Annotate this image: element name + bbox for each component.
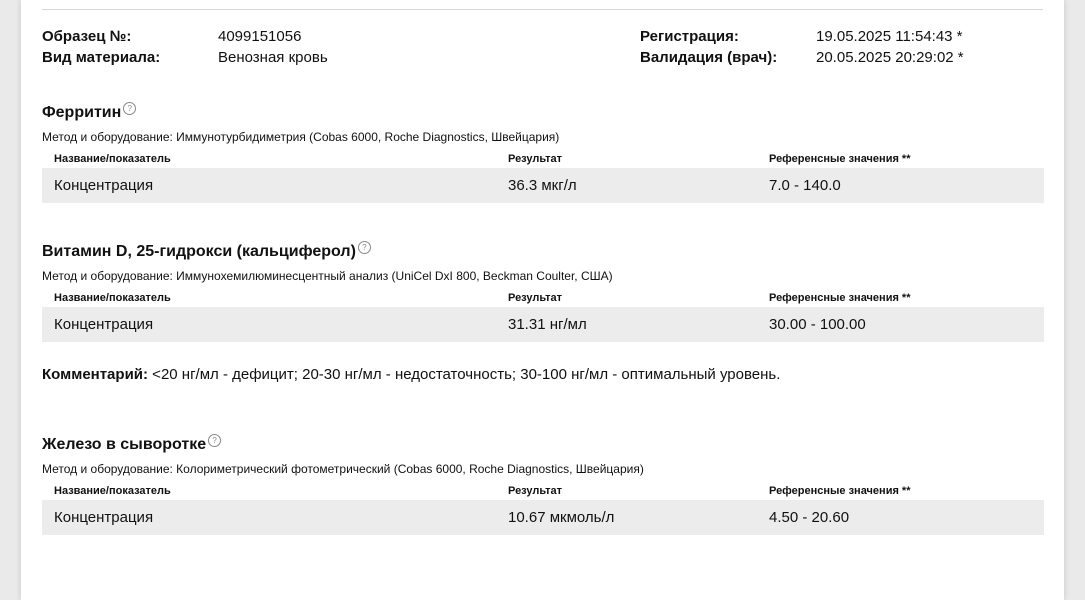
table-header — [42, 482, 1044, 500]
test-title — [42, 102, 1044, 124]
sample-number-label: Образец №: — [42, 28, 132, 45]
test-section-vitamin-d — [42, 241, 1044, 342]
column-result-header: Результат — [508, 292, 563, 304]
result-value: 10.67 мкмоль/л — [508, 509, 615, 526]
reference-range: 7.0 - 140.0 — [769, 177, 841, 194]
column-name-header: Название/показатель — [54, 485, 171, 497]
comment-label: Комментарий: — [42, 366, 149, 383]
column-reference-header: Референсные значения ** — [769, 485, 911, 497]
table-header — [42, 289, 1044, 307]
test-title-text: Ферритин — [42, 104, 122, 121]
column-name-header: Название/показатель — [54, 153, 171, 165]
reference-range: 30.00 - 100.00 — [769, 316, 866, 333]
registration-label: Регистрация: — [640, 28, 739, 45]
table-header — [42, 150, 1044, 168]
validation-label: Валидация (врач): — [640, 49, 778, 66]
result-value: 31.31 нг/мл — [508, 316, 587, 333]
test-title-text: Витамин D, 25-гидрокси (кальциферол) — [42, 243, 356, 260]
parameter-name: Концентрация — [54, 177, 154, 194]
validation-value: 20.05.2025 20:29:02 * — [816, 49, 964, 66]
column-name-header: Название/показатель — [54, 292, 171, 304]
table-row — [42, 307, 1044, 342]
top-divider — [42, 9, 1043, 10]
column-result-header: Результат — [508, 153, 563, 165]
table-row — [42, 168, 1044, 203]
material-value: Венозная кровь — [218, 49, 328, 66]
test-title-text: Железо в сыворотке — [42, 436, 207, 453]
info-icon[interactable]: ? — [123, 102, 136, 115]
column-reference-header: Референсные значения ** — [769, 292, 911, 304]
report-page — [21, 0, 1064, 600]
reference-range: 4.50 - 20.60 — [769, 509, 850, 526]
test-section-ferritin — [42, 102, 1044, 203]
sample-number-value: 4099151056 — [218, 28, 302, 45]
parameter-name: Концентрация — [54, 316, 154, 333]
info-icon[interactable]: ? — [208, 434, 221, 447]
test-section-iron — [42, 434, 1044, 535]
test-method: Метод и оборудование: Иммунотурбидиметрия (Cobas 6000, Roche Diagnostics, Швейцария) — [42, 130, 560, 144]
result-value: 36.3 мкг/л — [508, 177, 577, 194]
column-result-header: Результат — [508, 485, 563, 497]
test-method: Метод и оборудование: Колориметрический фотометрический (Cobas 6000, Roche Diagnostics, Швейцария) — [42, 462, 644, 476]
info-icon[interactable]: ? — [358, 241, 371, 254]
registration-value: 19.05.2025 11:54:43 * — [816, 28, 963, 45]
sample-info — [42, 26, 1042, 70]
test-title — [42, 434, 1044, 456]
test-title — [42, 241, 1044, 263]
material-label: Вид материала: — [42, 49, 161, 66]
test-method: Метод и оборудование: Иммунохемилюминесцентный анализ (UniCel DxI 800, Beckman Coulter, США) — [42, 269, 613, 283]
vitamin-d-comment — [42, 364, 780, 385]
column-reference-header: Референсные значения ** — [769, 153, 911, 165]
parameter-name: Концентрация — [54, 509, 154, 526]
table-row — [42, 500, 1044, 535]
comment-text: <20 нг/мл - дефицит; 20-30 нг/мл - недостаточность; 30-100 нг/мл - оптимальный уровень. — [148, 366, 781, 383]
